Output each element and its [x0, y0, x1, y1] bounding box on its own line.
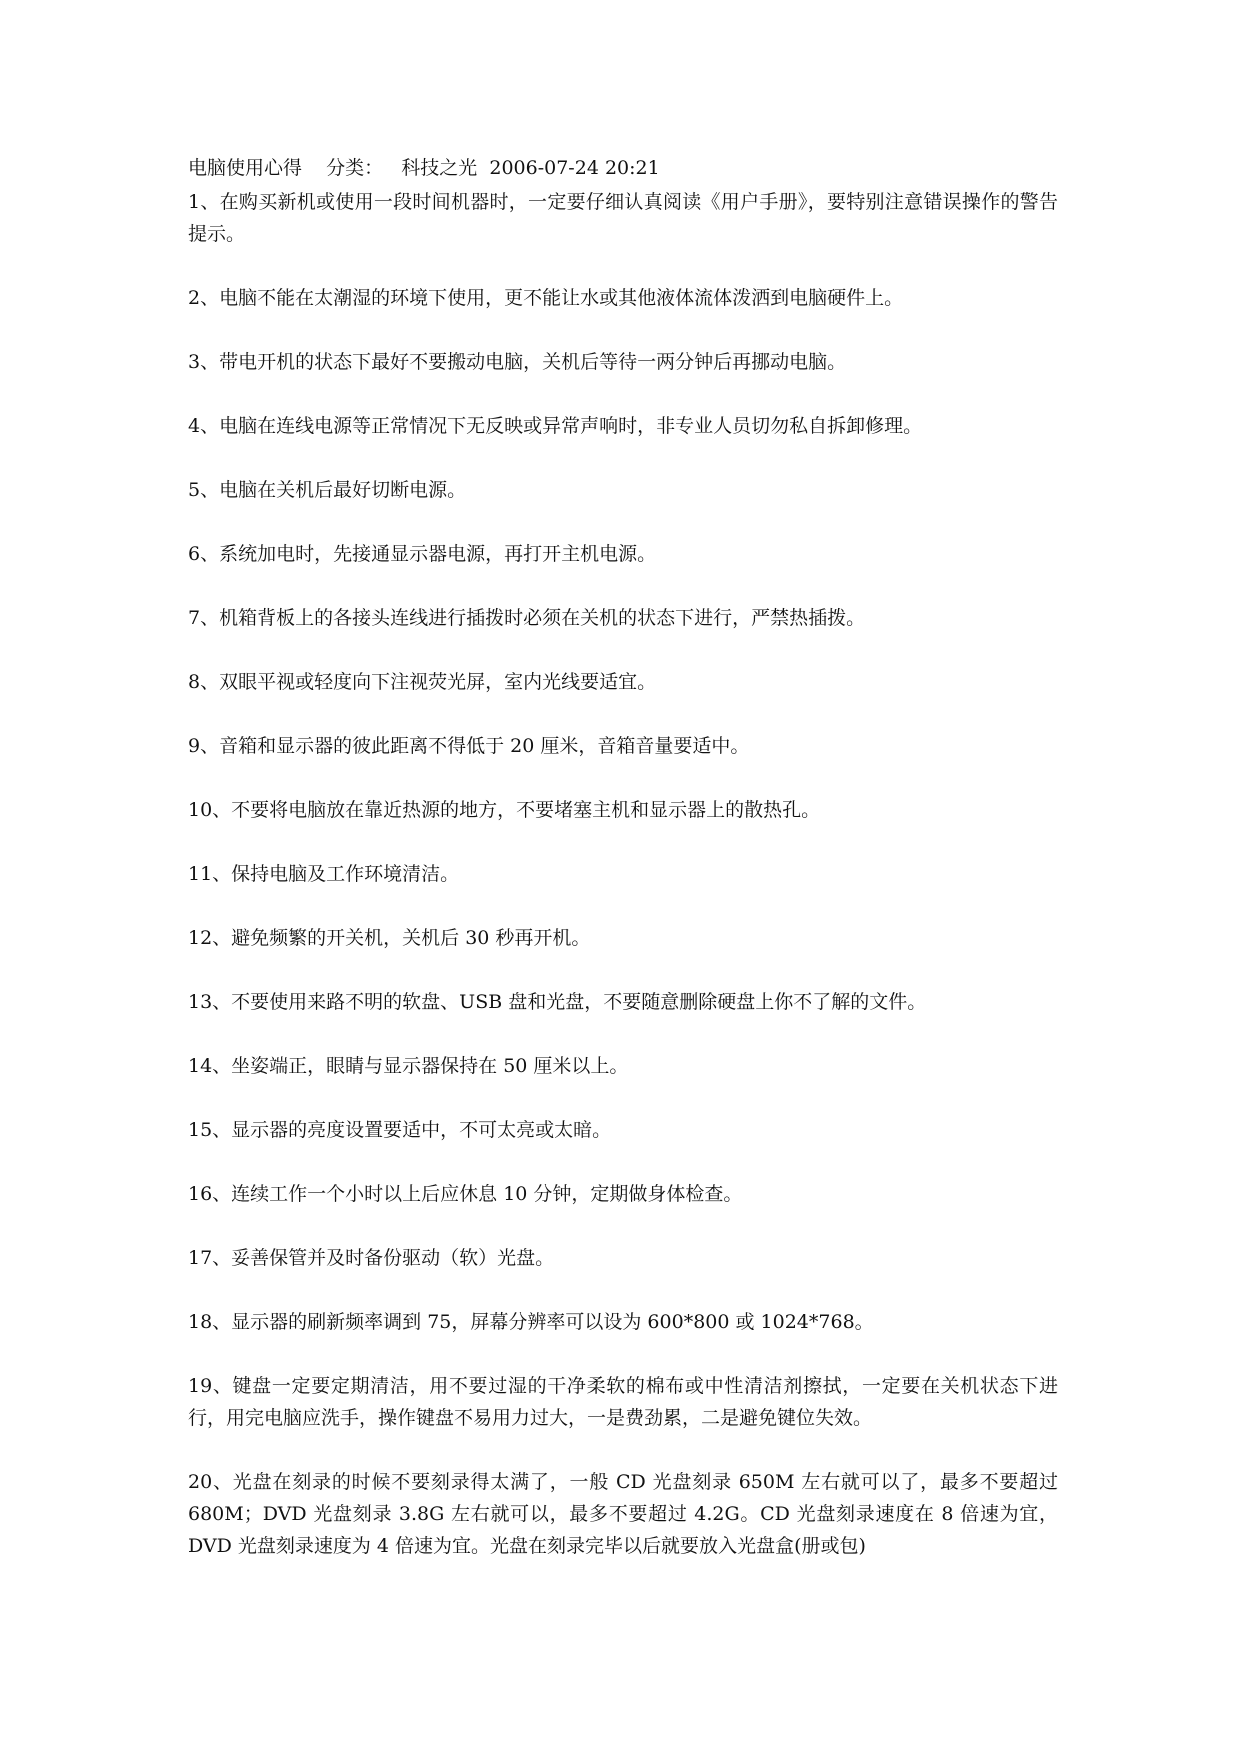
tip-item-7: 7、机箱背板上的各接头连线进行插拨时必须在关机的状态下进行，严禁热插拨。 [188, 607, 866, 629]
tip-item-16: 16、连续工作一个小时以上后应休息 10 分钟，定期做身体检查。 [188, 1183, 743, 1205]
tip-item-17: 17、妥善保管并及时备份驱动（软）光盘。 [188, 1247, 555, 1269]
tip-item-3: 3、带电开机的状态下最好不要搬动电脑，关机后等待一两分钟后再挪动电脑。 [188, 351, 847, 373]
document-header: 电脑使用心得 分类： 科技之光 2006-07-24 20:21 [188, 157, 660, 179]
tip-item-15: 15、显示器的亮度设置要适中，不可太亮或太暗。 [188, 1119, 612, 1141]
tip-item-18: 18、显示器的刷新频率调到 75，屏幕分辨率可以设为 600*800 或 1024*768。 [188, 1311, 874, 1333]
tip-item-1: 1、在购买新机或使用一段时间机器时，一定要仔细认真阅读《用户手册》，要特别注意错误操作的警告提示。 [188, 191, 1058, 245]
tip-item-8: 8、双眼平视或轻度向下注视荧光屏，室内光线要适宜。 [188, 671, 657, 693]
tip-item-10: 10、不要将电脑放在靠近热源的地方，不要堵塞主机和显示器上的散热孔。 [188, 799, 821, 821]
tip-item-5: 5、电脑在关机后最好切断电源。 [188, 479, 467, 501]
tip-item-12: 12、避免频繁的开关机，关机后 30 秒再开机。 [188, 927, 591, 949]
tip-item-13: 13、不要使用来路不明的软盘、USB 盘和光盘，不要随意删除硬盘上你不了解的文件。 [188, 991, 927, 1013]
document-body [188, 150, 1058, 1594]
tip-item-11: 11、保持电脑及工作环境清洁。 [188, 863, 460, 885]
tip-item-2: 2、电脑不能在太潮湿的环境下使用，更不能让水或其他液体流体泼洒到电脑硬件上。 [188, 287, 904, 309]
tip-item-9: 9、音箱和显示器的彼此距离不得低于 20 厘米，音箱音量要适中。 [188, 735, 750, 757]
tip-item-14: 14、坐姿端正，眼睛与显示器保持在 50 厘米以上。 [188, 1055, 629, 1077]
tip-item-19: 19、键盘一定要定期清洁，用不要过湿的干净柔软的棉布或中性清洁剂擦拭，一定要在关机状态下进行，用完电脑应洗手，操作键盘不易用力过大，一是费劲累，二是避免键位失效。 [188, 1375, 1058, 1429]
tip-item-20: 20、光盘在刻录的时候不要刻录得太满了，一般 CD 光盘刻录 650M 左右就可以了，最多不要超过 680M；DVD 光盘刻录 3.8G 左右就可以，最多不要超过 4.2G。CD 光盘刻录速度在 8 倍速为宜，DVD 光盘刻录速度为 4 倍速为宜。光盘在刻录完毕以后就要放入光盘盒(册或包) [188, 1471, 1058, 1557]
tip-item-4: 4、电脑在连线电源等正常情况下无反映或异常声响时，非专业人员切勿私自拆卸修理。 [188, 415, 923, 437]
tip-item-6: 6、系统加电时，先接通显示器电源，再打开主机电源。 [188, 543, 657, 565]
